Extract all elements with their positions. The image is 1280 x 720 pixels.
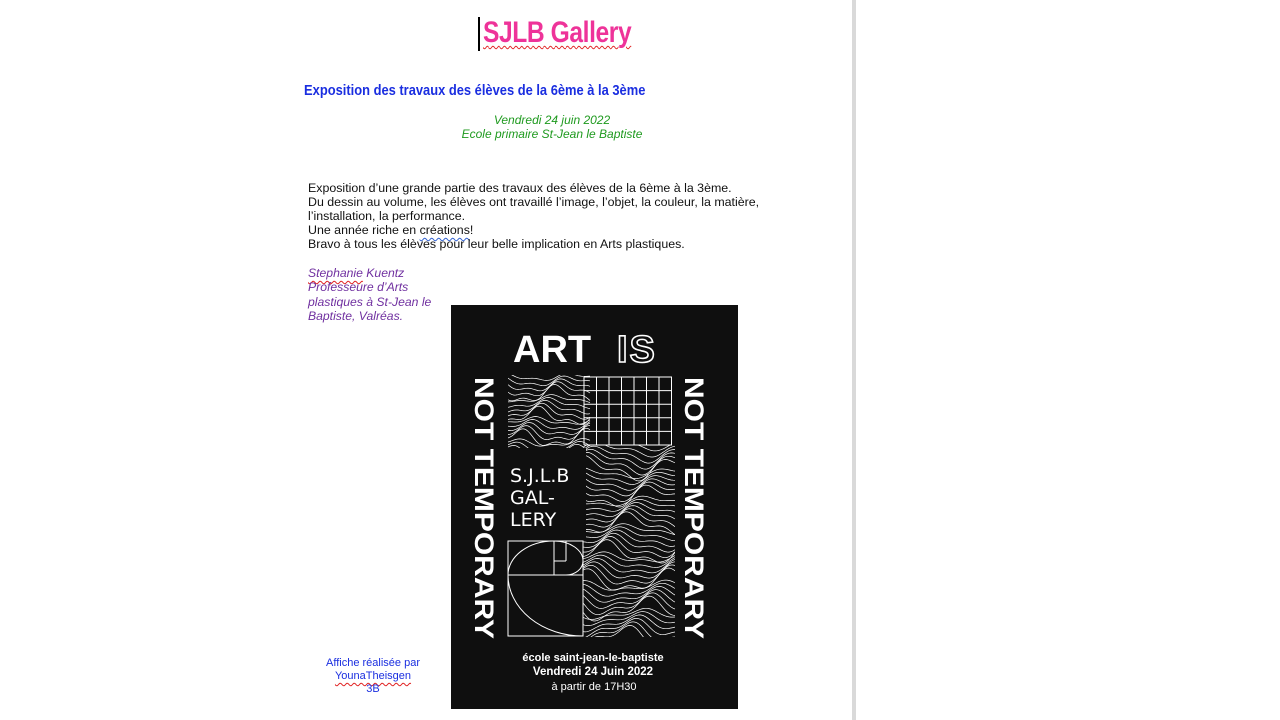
poster-footer-date: Vendredi 24 Juin 2022 — [532, 666, 654, 678]
poster-footer-time: à partir de 17H30 — [551, 681, 637, 693]
poster-headline-is: IS — [617, 329, 657, 371]
signature-line: Professeure d’Arts — [308, 280, 409, 295]
poster-headline-art: ART — [513, 329, 592, 371]
event-venue[interactable]: Ecole primaire St-Jean le Baptiste — [461, 127, 643, 141]
signature-name: Stephanie Kuentz — [308, 266, 405, 280]
poster-image[interactable] — [451, 305, 738, 709]
signature-line: Baptiste, Valréas. — [308, 308, 404, 323]
poster-side-text-left: NOT TEMPORARY — [469, 377, 499, 613]
gallery-name-line: LERY — [510, 509, 557, 531]
paragraph-line: l’installation, la performance. — [308, 209, 466, 223]
spelling-flagged-word[interactable]: Stephanie — [308, 266, 363, 280]
poster-footer-school: école saint-jean-le-baptiste — [522, 652, 664, 664]
paragraph-line: Une année riche en créations! — [308, 223, 474, 237]
signature-line: plastiques à St-Jean le — [308, 294, 432, 309]
paragraph-line: Bravo à tous les élèves pour leur belle implication en Arts plastiques. — [308, 237, 685, 251]
poster-side-text-right: NOT TEMPORARY — [679, 377, 709, 613]
workspace-background — [856, 0, 1280, 720]
paragraph-line: Exposition d’une grande partie des travaux des élèves de la 6ème à la 3ème. — [308, 181, 732, 195]
document-title[interactable]: SJLB Gallery — [483, 16, 632, 49]
description-paragraph[interactable] — [308, 181, 778, 251]
document-subtitle[interactable]: Exposition des travaux des élèves de la 6ème à la 3ème — [304, 82, 646, 99]
grammar-flagged-word[interactable]: créations — [419, 223, 470, 237]
gallery-name-line: GAL- — [510, 487, 555, 509]
gallery-name-line: S.J.L.B — [510, 465, 570, 487]
text-cursor — [478, 17, 480, 51]
paragraph-line: Du dessin au volume, les élèves ont travaillé l’image, l’objet, la couleur, la matière, — [308, 195, 760, 209]
signature-block[interactable] — [308, 266, 448, 323]
event-date[interactable]: Vendredi 24 juin 2022 — [493, 113, 611, 127]
spelling-flagged-word[interactable]: YounaTheisgen — [334, 670, 412, 682]
poster-credit[interactable]: Affiche réalisée par YounaTheisgen 3B — [326, 657, 420, 695]
